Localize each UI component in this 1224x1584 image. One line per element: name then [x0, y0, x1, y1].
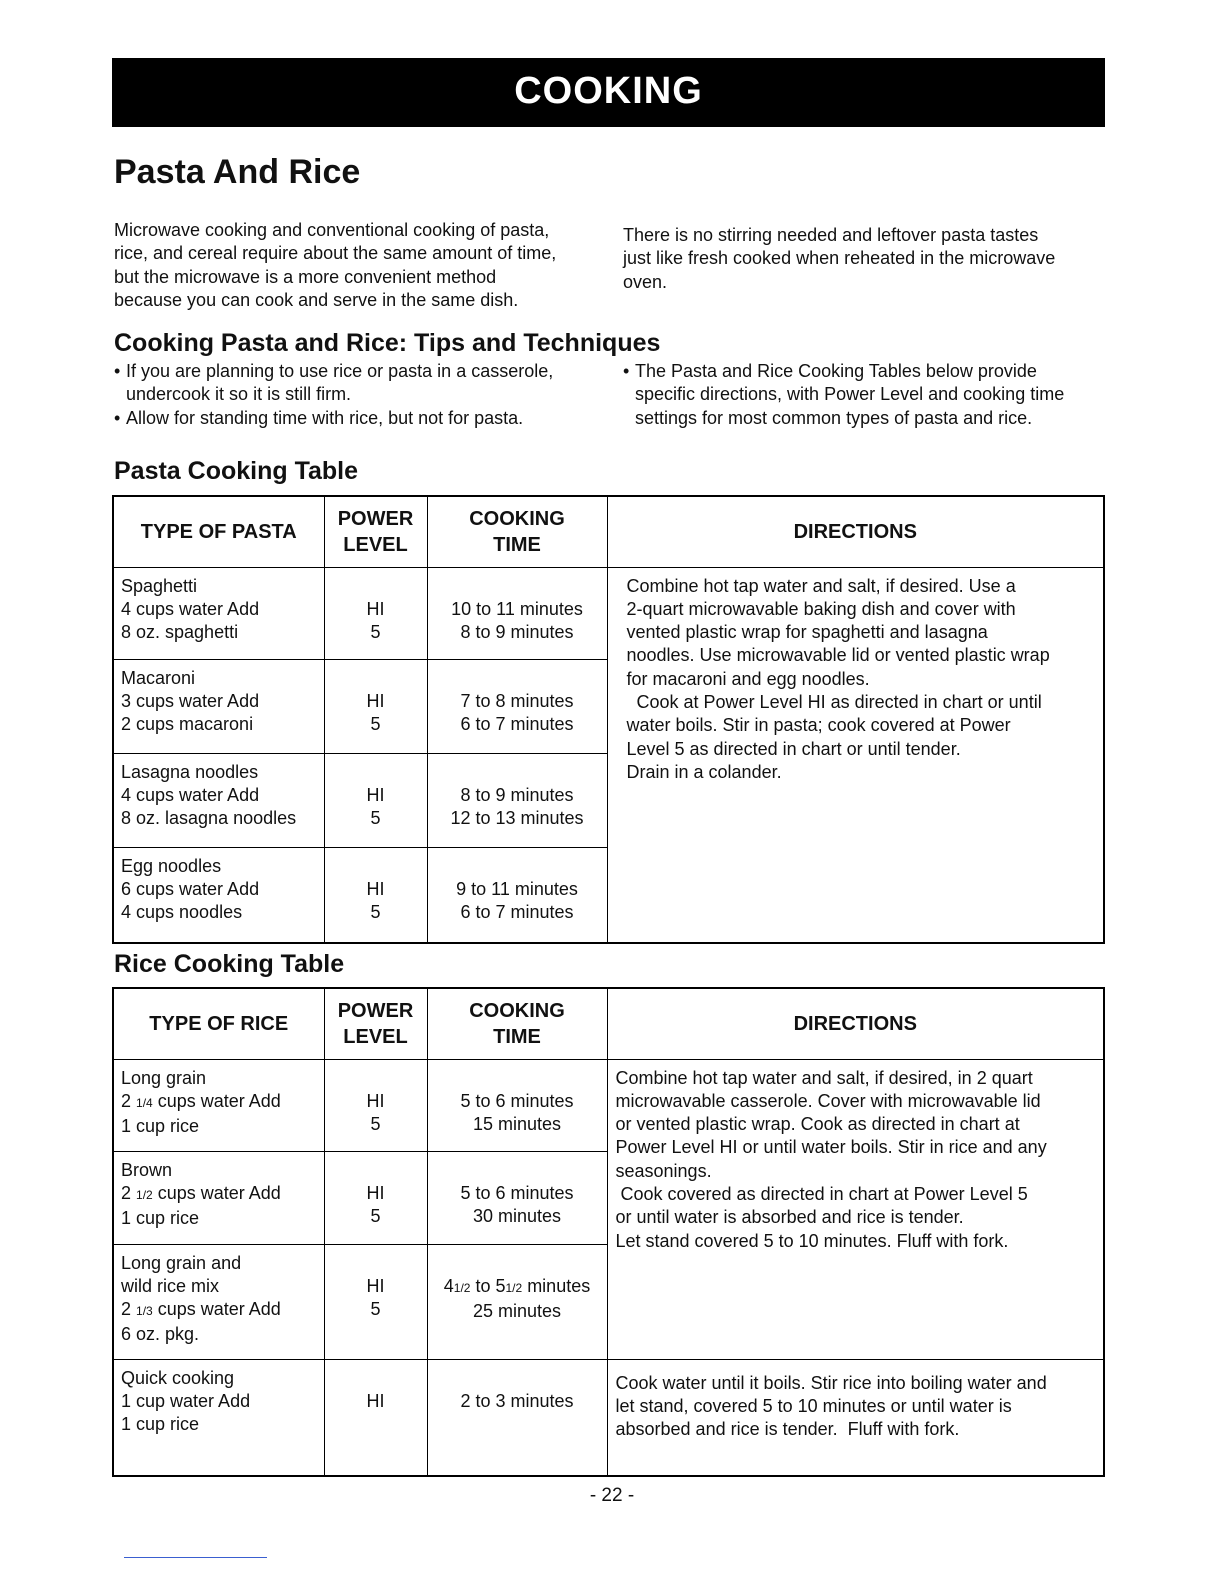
cell-text: Combine hot tap water and salt, if desired, in 2 quart [615, 1067, 1033, 1088]
cell-text: 8 oz. spaghetti [121, 622, 239, 643]
pasta-type-cell [113, 659, 324, 753]
power-level-cell [324, 1059, 427, 1151]
cell-text: 15 minutes [472, 1113, 562, 1134]
cell-text: Brown [121, 1159, 173, 1180]
cell-text: HI [366, 1090, 385, 1111]
cell-text: HI [366, 878, 385, 899]
pasta-type-cell [113, 847, 324, 943]
fraction-text: 1/2 [136, 1187, 153, 1202]
cell-text: HI [366, 784, 385, 805]
cell-text: wild rice mix [121, 1275, 220, 1296]
header-text: TIME [493, 1025, 541, 1048]
header-text: POWER [337, 507, 414, 530]
text-line: oven. [623, 271, 668, 292]
cell-text: absorbed and rice is tender. Fluff with fork. [615, 1419, 960, 1440]
table-row [113, 1059, 1104, 1151]
header-power-level [324, 988, 427, 1059]
cell-text: 5 to 6 minutes [460, 1090, 574, 1111]
cell-text: 8 to 9 minutes [460, 784, 574, 805]
cell-text: 6 to 7 minutes [460, 901, 574, 922]
cell-text: 7 to 8 minutes [460, 690, 574, 711]
power-level-cell [324, 1359, 427, 1476]
text-line: Microwave cooking and conventional cooking of pasta, [114, 220, 550, 240]
rice-cooking-table [112, 987, 1105, 1477]
cell-text: 8 oz. lasagna noodles [121, 808, 297, 829]
table-header-row [113, 496, 1104, 567]
list-item [114, 407, 553, 430]
tips-right-list [623, 360, 1064, 430]
footer-divider [124, 1557, 267, 1558]
cell-text: 30 minutes [472, 1205, 562, 1226]
cell-text: 2 cups macaroni [121, 714, 254, 735]
pasta-table-title: Pasta Cooking Table [114, 457, 359, 485]
rice-type-cell [113, 1244, 324, 1359]
text-line: • Allow for standing time with rice, but not for pasta. [126, 407, 524, 428]
cell-text: Long grain and [121, 1252, 242, 1273]
header-directions: DIRECTIONS [607, 496, 1104, 567]
cell-text: Quick cooking [121, 1367, 235, 1388]
tips-title: Cooking Pasta and Rice: Tips and Techniques [114, 329, 661, 357]
cell-text: Egg noodles [121, 855, 222, 876]
cell-text: Cook at Power Level HI as directed in chart or until [626, 691, 1042, 712]
power-level-cell [324, 1244, 427, 1359]
cooking-time-cell [427, 1359, 607, 1476]
rice-type-cell [113, 1151, 324, 1244]
cell-text: HI [366, 1390, 385, 1411]
header-power-level [324, 496, 427, 567]
cell-text: 1 cup water Add [121, 1390, 251, 1411]
cell-text: 2 1/2 cups water Add [121, 1182, 281, 1203]
rice-type-cell [113, 1359, 324, 1476]
header-text: LEVEL [343, 533, 408, 556]
cell-text: Cook covered as directed in chart at Power Level 5 [615, 1183, 1028, 1204]
cell-text: Drain in a colander. [626, 761, 782, 782]
header-text: TIME [493, 533, 541, 556]
power-level-cell [324, 659, 427, 753]
cell-text: 12 to 13 minutes [450, 807, 584, 828]
cell-text: 5 [370, 621, 381, 642]
text-line: but the microwave is a more convenient method [114, 266, 497, 287]
cell-text: seasonings. [615, 1160, 712, 1181]
fraction-text: 1/2 [453, 1280, 471, 1295]
cell-text: HI [366, 690, 385, 711]
text-line: settings for most common types of pasta and rice. [635, 407, 1033, 428]
fraction-text: 1/4 [136, 1095, 153, 1110]
cell-text: 5 [370, 1205, 381, 1226]
cell-text: or vented plastic wrap. Cook as directed in chart at [615, 1114, 1020, 1135]
cell-text: Lasagna noodles [121, 761, 259, 782]
cell-text: Power Level HI or until water boils. Stir in rice and any [615, 1137, 1047, 1158]
cooking-time-cell [427, 659, 607, 753]
cooking-time-cell [427, 753, 607, 847]
text-line: • If you are planning to use rice or pasta in a casserole, [126, 361, 554, 381]
power-level-cell [324, 567, 427, 659]
cell-text: Let stand covered 5 to 10 minutes. Fluff with fork. [615, 1230, 1009, 1251]
cell-text: 5 [370, 1113, 381, 1134]
cell-text: 5 [370, 807, 381, 828]
cell-text: 6 oz. pkg. [121, 1324, 200, 1345]
cell-text: 6 cups water Add [121, 878, 260, 899]
cooking-time-cell [427, 1244, 607, 1359]
cell-text: let stand, covered 5 to 10 minutes or until water is [615, 1395, 1012, 1416]
cell-text: Combine hot tap water and salt, if desired. Use a [626, 575, 1016, 596]
cell-text: 2 1/3 cups water Add [121, 1299, 281, 1320]
page-title: Pasta And Rice [114, 153, 361, 191]
tips-left-list [114, 360, 553, 430]
text-line: There is no stirring needed and leftover pasta tastes [623, 225, 1039, 245]
quick-rice-directions-cell [607, 1359, 1104, 1476]
power-level-cell [324, 753, 427, 847]
header-directions: DIRECTIONS [607, 988, 1104, 1059]
pasta-cooking-table [112, 495, 1105, 944]
page-number: - 22 - [589, 1485, 635, 1506]
cell-text: HI [366, 598, 385, 619]
cell-text: 6 to 7 minutes [460, 713, 574, 734]
cell-text: Macaroni [121, 667, 196, 688]
table-header-row [113, 988, 1104, 1059]
header-text: COOKING [469, 999, 565, 1022]
section-banner: COOKING [112, 58, 1105, 127]
cell-text: Cook water until it boils. Stir rice into boiling water and [615, 1372, 1047, 1393]
cooking-time-cell [427, 567, 607, 659]
cell-text: 3 cups water Add [121, 690, 260, 711]
cell-text: Spaghetti [121, 575, 198, 596]
cell-text: 4 cups noodles [121, 902, 243, 923]
cell-text: 9 to 11 minutes [456, 878, 578, 899]
cell-text: 10 to 11 minutes [451, 598, 583, 619]
text-line: undercook it so it is still firm. [126, 384, 352, 405]
pasta-type-cell [113, 567, 324, 659]
power-level-cell [324, 847, 427, 943]
list-item [114, 360, 553, 407]
cell-text: 5 [370, 1298, 381, 1319]
cell-text: 4 cups water Add [121, 784, 260, 805]
cell-text: Long grain [121, 1067, 207, 1088]
cell-text: HI [366, 1182, 385, 1203]
header-type-of-rice: TYPE OF RICE [113, 988, 324, 1059]
fraction-text: 1/2 [505, 1280, 523, 1295]
cell-text: 25 minutes [472, 1300, 562, 1321]
cell-text: 1 cup rice [121, 1414, 200, 1435]
cooking-time-cell [427, 1151, 607, 1244]
header-cooking-time [427, 496, 607, 567]
cell-text: 5 [370, 901, 381, 922]
cell-text: 2-quart microwavable baking dish and cover with [626, 598, 1016, 619]
cell-text: 2 1/4 cups water Add [121, 1090, 281, 1111]
fraction-text: 1/3 [136, 1304, 153, 1319]
header-text: POWER [337, 999, 414, 1022]
cell-text: vented plastic wrap for spaghetti and lasagna [626, 622, 988, 643]
cooking-time-cell [427, 847, 607, 943]
intro-right-paragraph [623, 224, 1055, 294]
text-line: just like fresh cooked when reheated in the microwave [623, 248, 1056, 269]
text-line: specific directions, with Power Level and cooking time [635, 384, 1065, 405]
intro-left-paragraph [114, 219, 556, 312]
cell-text: noodles. Use microwavable lid or vented plastic wrap [626, 645, 1050, 666]
cell-text: for macaroni and egg noodles. [626, 668, 870, 689]
cell-text: microwavable casserole. Cover with microwavable lid [615, 1090, 1041, 1111]
pasta-type-cell [113, 753, 324, 847]
cell-text: 41/2 to 51/2 minutes [443, 1275, 591, 1296]
cell-text: or until water is absorbed and rice is tender. [615, 1207, 964, 1228]
cell-text: HI [366, 1275, 385, 1296]
cell-text: 5 [370, 713, 381, 734]
rice-directions-cell [607, 1059, 1104, 1359]
header-text: LEVEL [343, 1025, 408, 1048]
table-row [113, 567, 1104, 659]
list-item [623, 360, 1064, 430]
header-type-of-pasta: TYPE OF PASTA [113, 496, 324, 567]
cooking-time-cell [427, 1059, 607, 1151]
rice-table-title: Rice Cooking Table [114, 950, 345, 978]
table-row [113, 1359, 1104, 1476]
cell-text: 2 to 3 minutes [460, 1390, 574, 1411]
cell-text: 4 cups water Add [121, 598, 260, 619]
rice-type-cell [113, 1059, 324, 1151]
cell-text: 8 to 9 minutes [460, 621, 574, 642]
cell-text: 5 to 6 minutes [460, 1182, 574, 1203]
header-text: COOKING [469, 507, 565, 530]
power-level-cell [324, 1151, 427, 1244]
pasta-directions-cell [607, 567, 1104, 943]
text-line: rice, and cereal require about the same amount of time, [114, 243, 557, 264]
text-line: • The Pasta and Rice Cooking Tables below provide [635, 361, 1037, 381]
text-line: because you can cook and serve in the same dish. [114, 289, 519, 310]
cell-text: Level 5 as directed in chart or until tender. [626, 738, 961, 759]
header-cooking-time [427, 988, 607, 1059]
cell-text: 1 cup rice [121, 1208, 200, 1229]
cell-text: water boils. Stir in pasta; cook covered at Power [626, 715, 1011, 736]
cell-text: 1 cup rice [121, 1116, 200, 1137]
